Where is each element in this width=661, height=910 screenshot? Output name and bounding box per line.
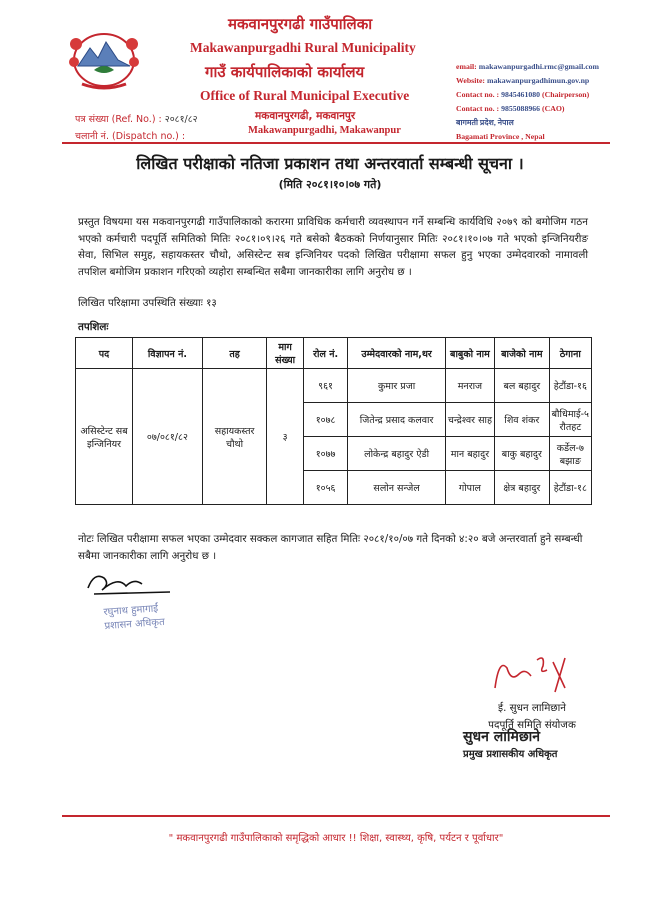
cell-father-name: गोपाल bbox=[445, 471, 494, 505]
cell-roll: १०७८ bbox=[303, 403, 348, 437]
cell-address: कर्डेल-७ बझाङ bbox=[549, 437, 591, 471]
office-name-np: गाउँ कार्यपालिकाको कार्यालय bbox=[205, 63, 365, 81]
ref-label: पत्र संख्या (Ref. No.) : bbox=[75, 114, 162, 125]
reference-block bbox=[75, 111, 198, 145]
signature-left bbox=[84, 568, 174, 598]
cell-address: हेटौंडा-१८ bbox=[549, 471, 591, 505]
header-address: ठेगाना bbox=[549, 338, 591, 369]
header-divider bbox=[62, 142, 610, 144]
municipality-name-en: Makawanpurgadhi Rural Municipality bbox=[190, 40, 416, 55]
office-name-en: Office of Rural Municipal Executive bbox=[200, 88, 410, 103]
cell-grandfather-name: बाकु बहादुर bbox=[495, 437, 550, 471]
website-label: Website: bbox=[456, 76, 486, 85]
annex-label: तपशिलः bbox=[78, 321, 109, 333]
municipality-name-np: मकवानपुरगढी गाउँपालिका bbox=[228, 15, 373, 33]
notice-body: प्रस्तुत विषयमा यस मकवानपुरगढी गाउँपालिकाको करारमा प्राविधिक कर्मचारी व्यवस्थापन गर्ने सम्बन्धि कार्यविधि २०७९ को बमोजिम गठन भएको कर्मचारी पदपूर्ति समितिको मितिः २०८१।०९।२६ गते बसेको बैठकको निर्णयानुसार मितिः २०८१।१०।०७ गते भएको इन्जिनियरीङ सेवा, सिभिल समुह, सहायकस्तर चौथो, असिस्टेन्ट सब इन्जिनियर पदको लिखित परीक्षामा सफल हुनु भएका उम्मेदवारको नामावली तपशिल बमोजिम प्रकाशन गरिएको व्यहोरा सम्बन्धित सबैमा जानकारीका लागि अनुरोध छ । bbox=[78, 216, 588, 278]
nepal-emblem-logo bbox=[64, 22, 144, 94]
cell-grandfather-name: क्षेत्र बहादुर bbox=[495, 471, 550, 505]
address-en: Makawanpurgadhi, Makawanpur bbox=[248, 125, 401, 136]
contact2-value: 9855088966 bbox=[501, 104, 541, 113]
stamp-left-title: प्रशासन अधिकृत bbox=[104, 616, 166, 633]
cell-level: सहायकस्तर चौथो bbox=[202, 369, 267, 505]
cell-father-name: चन्द्रेश्वर साह bbox=[445, 403, 494, 437]
attendance-count: लिखित परिक्षामा उपस्थिति संख्याः १३ bbox=[78, 297, 217, 309]
contact1-value: 9845461080 bbox=[501, 90, 541, 99]
email-label: email: bbox=[456, 62, 477, 71]
cell-father-name: मान बहादुर bbox=[445, 437, 494, 471]
table-header-row bbox=[76, 338, 592, 369]
cell-roll: ९६१ bbox=[303, 369, 348, 403]
notice-title: लिखित परीक्षाको नतिजा प्रकाशन तथा अन्तरवार्ता सम्बन्धी सूचना । bbox=[136, 154, 524, 173]
cell-grandfather-name: शिव शंकर bbox=[495, 403, 550, 437]
cell-candidate-name: लोकेन्द्र बहादुर ऐडी bbox=[348, 437, 445, 471]
table-row bbox=[76, 369, 592, 403]
cell-advert-no: ०७/०८१/८२ bbox=[133, 369, 203, 505]
contact2-label: Contact no. : bbox=[456, 104, 500, 113]
header-advert-no: विज्ञापन नं. bbox=[133, 338, 203, 369]
stamp-left bbox=[103, 602, 165, 634]
province-np: बागमती प्रदेश, नेपाल bbox=[456, 118, 514, 127]
email-value: makawanpurgadhi.rmc@gmail.com bbox=[478, 62, 600, 71]
footer-divider bbox=[62, 815, 610, 817]
signatory-right-name: ई. सुधन लामिछाने bbox=[498, 702, 566, 714]
cell-candidate-name: कुमार प्रजा bbox=[348, 369, 445, 403]
province-en: Bagamati Province , Nepal bbox=[456, 132, 545, 141]
stamp-right-title: प्रमुख प्रशासकीय अधिकृत bbox=[463, 749, 558, 760]
contact1-label: Contact no. : bbox=[456, 90, 500, 99]
stamp-right-name: सुधन लामिछाने bbox=[463, 729, 541, 745]
interview-note: नोटः लिखित परीक्षामा सफल भएका उम्मेदवार सक्कल कागजात सहित मितिः २०८१/१०/०७ गते दिनको ४:२० बजे अन्तरवार्ता हुने सम्बन्धी सबैमा जानकारीका लागि अनुरोध छ । bbox=[78, 533, 583, 562]
cell-demand: ३ bbox=[267, 369, 303, 505]
stamp-right bbox=[463, 727, 575, 767]
cell-address: बौधिमाई-५ रौतहट bbox=[549, 403, 591, 437]
cell-roll: १०७७ bbox=[303, 437, 348, 471]
cell-address: हेटौंडा-१६ bbox=[549, 369, 591, 403]
header-post: पद bbox=[76, 338, 133, 369]
header-level: तह bbox=[202, 338, 267, 369]
header-roll: रोल नं. bbox=[303, 338, 348, 369]
results-table bbox=[75, 337, 592, 505]
address-np: मकवानपुरगढी, मकवानपुर bbox=[255, 110, 356, 122]
contact2-role: (CAO) bbox=[542, 104, 565, 113]
ref-value: २०८१/८२ bbox=[164, 114, 198, 125]
contact-block bbox=[456, 60, 599, 144]
contact1-role: (Chairperson) bbox=[542, 90, 590, 99]
cell-roll: १०५६ bbox=[303, 471, 348, 505]
cell-grandfather-name: बल बहादुर bbox=[495, 369, 550, 403]
stamp-left-name: रघुनाथ हुमागाईं bbox=[103, 603, 159, 619]
header-father-name: बाबुको नाम bbox=[445, 338, 494, 369]
website-value: makawanpurgadhimun.gov.np bbox=[486, 76, 590, 85]
cell-father-name: मनराज bbox=[445, 369, 494, 403]
footer-slogan: " मकवानपुरगढी गाउँपालिकाको समृद्धिको आधार !! शिक्षा, स्वास्थ्य, कृषि, पर्यटन र पूर्वाधार" bbox=[168, 833, 504, 844]
signatory-right-title: पदपूर्ति समिति संयोजक bbox=[488, 719, 576, 731]
notice-date: (मिति २०८१।१०।०७ गते) bbox=[278, 178, 382, 191]
cell-candidate-name: सलोन सन्जेल bbox=[348, 471, 445, 505]
header-candidate-name: उम्मेदवारको नाम,थर bbox=[348, 338, 445, 369]
header-demand: माग संख्या bbox=[267, 338, 303, 369]
cell-candidate-name: जितेन्द्र प्रसाद कलवार bbox=[348, 403, 445, 437]
signature-right bbox=[485, 648, 585, 698]
dispatch-label: चलानी नं. (Dispatch no.) : bbox=[75, 131, 186, 142]
cell-post: असिस्टेन्ट सब इन्जिनियर bbox=[76, 369, 133, 505]
header-grandfather-name: बाजेको नाम bbox=[495, 338, 550, 369]
